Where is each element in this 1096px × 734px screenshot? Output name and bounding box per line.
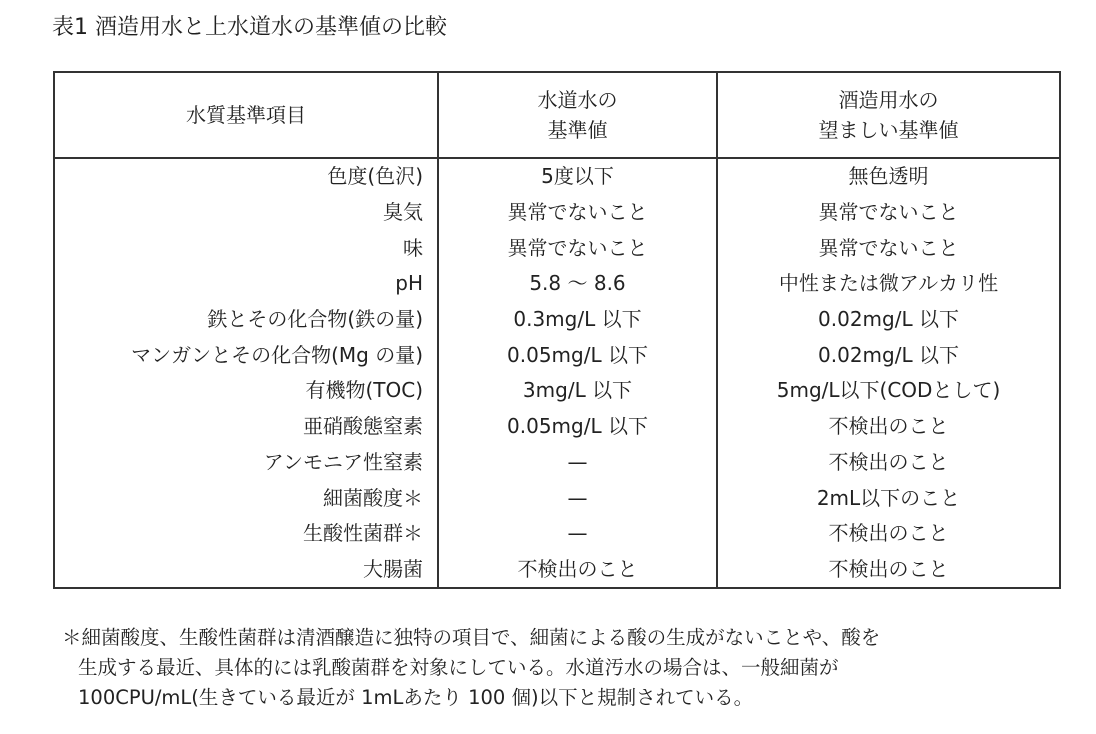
row-tap-value: — (438, 516, 717, 552)
water-standards-table (53, 71, 1061, 589)
row-item-label: pH (54, 266, 438, 302)
row-item-label: 大腸菌 (54, 552, 438, 589)
header-tap-water (438, 72, 717, 158)
table-row (54, 266, 1060, 302)
row-brew-value: 不検出のこと (717, 409, 1060, 445)
row-tap-value: — (438, 480, 717, 516)
row-brew-value: 異常でないこと (717, 195, 1060, 231)
row-tap-value: 異常でないこと (438, 230, 717, 266)
row-brew-value: 中性または微アルカリ性 (717, 266, 1060, 302)
row-tap-value: 0.05mg/L 以下 (438, 409, 717, 445)
header-tap-line1: 水道水の (537, 88, 618, 112)
table-row (54, 302, 1060, 338)
header-item (54, 72, 438, 158)
table-title: 表1 酒造用水と上水道水の基準値の比較 (52, 15, 447, 40)
row-brew-value: 不検出のこと (717, 552, 1060, 589)
row-item-label: 生酸性菌群＊ (54, 516, 438, 552)
header-brew-line1: 酒造用水の (838, 88, 939, 112)
row-item-label: 色度(色沢) (54, 158, 438, 195)
row-item-label: 有機物(TOC) (54, 373, 438, 409)
row-item-label: 細菌酸度＊ (54, 480, 438, 516)
row-tap-value: — (438, 445, 717, 481)
table-row (54, 337, 1060, 373)
row-tap-value: 0.05mg/L 以下 (438, 337, 717, 373)
row-brew-value: 不検出のこと (717, 445, 1060, 481)
footnote-line-1: ＊細菌酸度、生酸性菌群は清酒醸造に独特の項目で、細菌による酸の生成がないことや、酸を (62, 626, 881, 649)
row-item-label: 鉄とその化合物(鉄の量) (54, 302, 438, 338)
row-item-label: マンガンとその化合物(Mg の量) (54, 337, 438, 373)
table-row (54, 195, 1060, 231)
header-brew-line2: 望ましい基準値 (818, 118, 959, 142)
header-brewing-water (717, 72, 1060, 158)
row-brew-value: 0.02mg/L 以下 (717, 302, 1060, 338)
row-tap-value: 不検出のこと (438, 552, 717, 589)
table-row (54, 552, 1060, 589)
header-tap-line2: 基準値 (547, 118, 608, 142)
table-row (54, 445, 1060, 481)
row-brew-value: 無色透明 (717, 158, 1060, 195)
row-brew-value: 2mL以下のこと (717, 480, 1060, 516)
table-row (54, 230, 1060, 266)
row-tap-value: 5.8 ～ 8.6 (438, 266, 717, 302)
table-row (54, 373, 1060, 409)
row-brew-value: 不検出のこと (717, 516, 1060, 552)
table-row (54, 516, 1060, 552)
row-brew-value: 5mg/L以下(CODとして) (717, 373, 1060, 409)
row-brew-value: 0.02mg/L 以下 (717, 337, 1060, 373)
row-tap-value: 5度以下 (438, 158, 717, 195)
footnote-line-2: 生成する最近、具体的には乳酸菌群を対象にしている。水道汚水の場合は、一般細菌が (78, 656, 839, 679)
row-tap-value: 3mg/L 以下 (438, 373, 717, 409)
row-tap-value: 異常でないこと (438, 195, 717, 231)
row-item-label: 亜硝酸態窒素 (54, 409, 438, 445)
table-row (54, 409, 1060, 445)
row-item-label: 臭気 (54, 195, 438, 231)
table-row (54, 480, 1060, 516)
table-row (54, 158, 1060, 195)
footnote (62, 623, 1052, 713)
row-tap-value: 0.3mg/L 以下 (438, 302, 717, 338)
header-item-label: 水質基準項目 (186, 103, 306, 127)
row-brew-value: 異常でないこと (717, 230, 1060, 266)
row-item-label: アンモニア性窒素 (54, 445, 438, 481)
row-item-label: 味 (54, 230, 438, 266)
table-header-row (54, 72, 1060, 158)
footnote-line-3: 100CPU/mL(生きている最近が 1mLあたり 100 個)以下と規制されている。 (78, 686, 754, 709)
